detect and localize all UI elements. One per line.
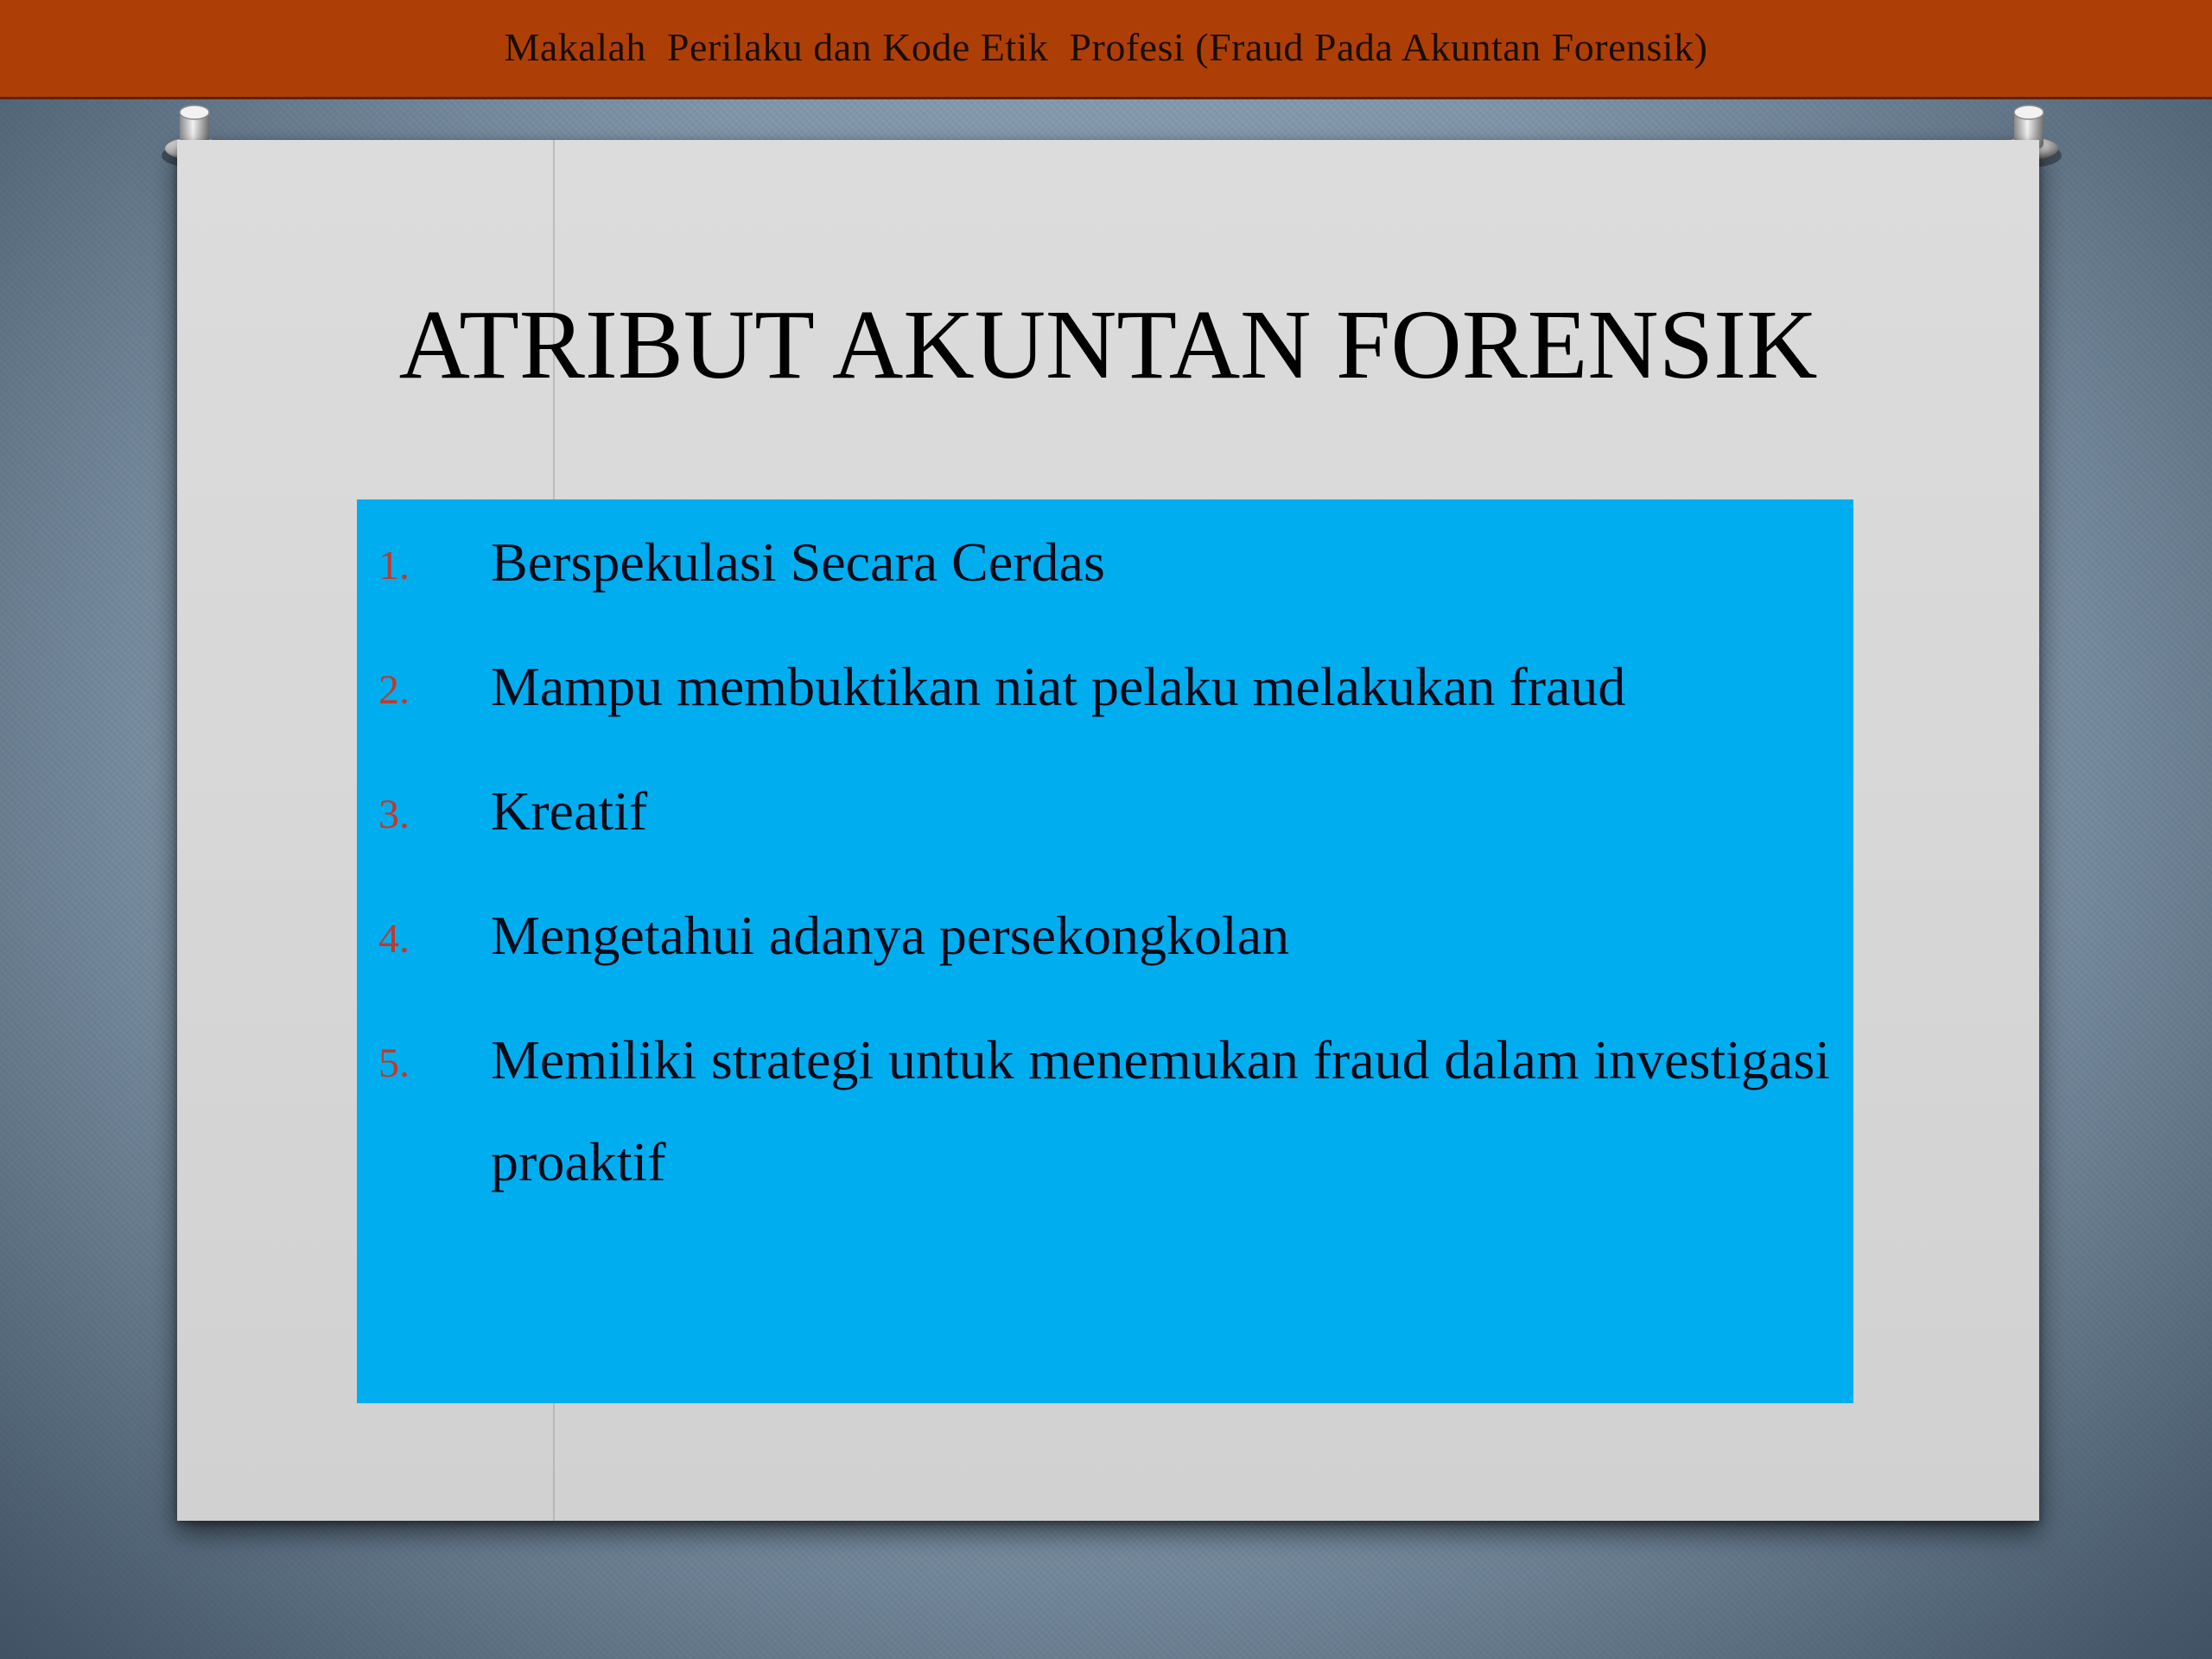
list-item-text: Mengetahui adanya persekongkolan (491, 905, 1290, 966)
list-item-text: Memiliki strategi untuk menemukan fraud dalam investigasi proaktif (491, 1029, 1830, 1192)
list-number: 2. (378, 667, 410, 713)
header-title: Makalah Perilaku dan Kode Etik Profesi (Fraud Pada Akuntan Forensik) (504, 24, 1708, 69)
list-number: 5. (378, 1040, 410, 1086)
list-item-text: Mampu membuktikan niat pelaku melakukan fraud (491, 656, 1626, 717)
slide-title: ATRIBUT AKUNTAN FORENSIK (398, 289, 1818, 399)
list-number: 3. (378, 791, 410, 837)
list-number: 1. (378, 543, 410, 588)
list-item-text: Kreatif (491, 780, 648, 842)
list-number: 4. (378, 916, 410, 962)
content-box (357, 499, 1853, 1403)
slide-paper (177, 140, 2039, 1521)
header-bar (0, 0, 2212, 99)
list-item-text: Berspekulasi Secara Cerdas (491, 531, 1105, 593)
